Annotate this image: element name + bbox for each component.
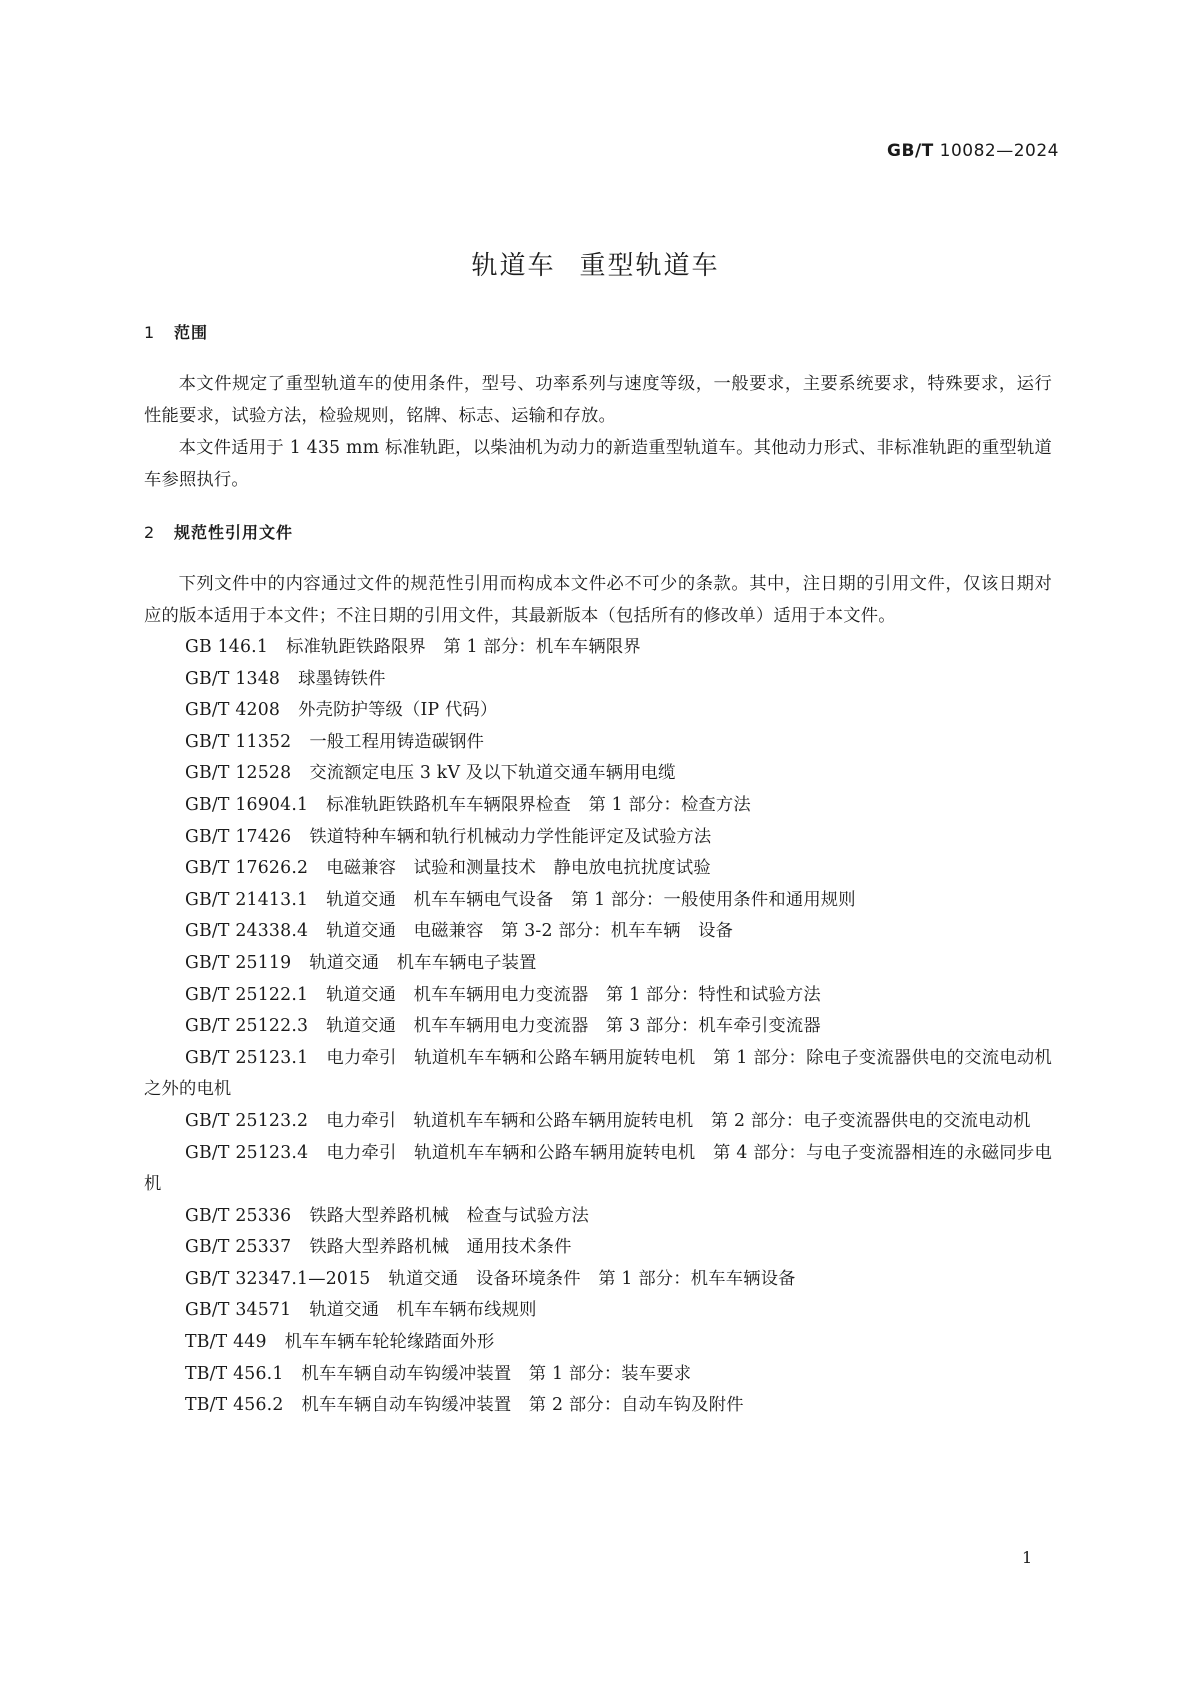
section-2	[144, 520, 1052, 543]
section-1	[144, 320, 1052, 343]
reference-item	[144, 1011, 1052, 1043]
reference-code: GB/T 25123.4	[185, 1142, 309, 1163]
reference-code: GB/T 12528	[185, 763, 292, 784]
reference-list	[144, 632, 1052, 1422]
reference-title: 铁路大型养路机械 检查与试验方法	[309, 1205, 590, 1226]
reference-title: 一般工程用铸造碳钢件	[309, 731, 485, 752]
reference-code: GB/T 17626.2	[185, 858, 309, 879]
page-number: 1	[1022, 1548, 1033, 1567]
section-1-body	[144, 368, 1052, 496]
document-title	[0, 245, 1191, 282]
reference-item	[144, 853, 1052, 885]
reference-code: GB/T 16904.1	[185, 794, 309, 815]
reference-code: GB/T 25123.1	[185, 1047, 309, 1068]
reference-item	[144, 916, 1052, 948]
title-part-2: 重型轨道车	[579, 251, 720, 281]
reference-title: 外壳防护等级（IP 代码）	[298, 700, 498, 721]
reference-item	[144, 1106, 1052, 1138]
reference-code: GB/T 21413.1	[185, 889, 309, 910]
reference-item	[144, 790, 1052, 822]
standard-code	[887, 141, 1059, 161]
reference-code: GB/T 34571	[185, 1300, 292, 1321]
reference-title: 机车车辆自动车钩缓冲装置 第 1 部分：装车要求	[301, 1363, 692, 1384]
reference-code: GB/T 24338.4	[185, 921, 309, 942]
reference-item	[144, 1327, 1052, 1359]
section-1-number: 1	[144, 323, 156, 342]
section-1-heading	[144, 320, 1052, 343]
reference-title: 标准轨距铁路机车车辆限界检查 第 1 部分：检查方法	[326, 794, 751, 815]
reference-title: 轨道交通 电磁兼容 第 3-2 部分：机车车辆 设备	[326, 921, 734, 942]
reference-item	[144, 1138, 1052, 1201]
reference-title: 轨道交通 机车车辆用电力变流器 第 3 部分：机车牵引变流器	[326, 1016, 821, 1037]
reference-title: 轨道交通 设备环境条件 第 1 部分：机车车辆设备	[388, 1268, 796, 1289]
section-2-intro: 下列文件中的内容通过文件的规范性引用而构成本文件必不可少的条款。其中，注日期的引用文件，仅该日期对应的版本适用于本文件；不注日期的引用文件，其最新版本（包括所有的修改单）适用于本文件。	[144, 574, 1052, 626]
reference-code: GB/T 25119	[185, 952, 292, 973]
reference-item	[144, 664, 1052, 696]
reference-item	[144, 1359, 1052, 1391]
reference-item	[144, 1264, 1052, 1296]
reference-title: 机车车辆自动车钩缓冲装置 第 2 部分：自动车钩及附件	[301, 1395, 744, 1416]
reference-code: TB/T 456.1	[185, 1363, 284, 1384]
reference-code: GB/T 25122.3	[185, 1016, 309, 1037]
reference-item	[144, 1390, 1052, 1422]
reference-code: GB/T 25337	[185, 1237, 292, 1258]
reference-item	[144, 758, 1052, 790]
reference-title: 电力牵引 轨道机车车辆和公路车辆用旋转电机 第 4 部分：与电子变流器相连的永磁同步电机	[144, 1142, 1052, 1195]
reference-item	[144, 695, 1052, 727]
section-2-number: 2	[144, 523, 156, 542]
standard-code-number: 10082—2024	[939, 141, 1059, 161]
reference-title: 电力牵引 轨道机车车辆和公路车辆用旋转电机 第 1 部分：除电子变流器供电的交流电动机之外的电机	[144, 1047, 1052, 1100]
title-part-1: 轨道车	[471, 251, 556, 281]
section-2-title: 规范性引用文件	[174, 523, 294, 542]
reference-title: 轨道交通 机车车辆用电力变流器 第 1 部分：特性和试验方法	[326, 984, 821, 1005]
reference-code: GB/T 32347.1—2015	[185, 1268, 371, 1289]
reference-title: 球墨铸铁件	[298, 668, 386, 689]
section-1-paragraph-2: 本文件适用于 1 435 mm 标准轨距，以柴油机为动力的新造重型轨道车。其他动力形式、非标准轨距的重型轨道车参照执行。	[144, 438, 1052, 490]
reference-item	[144, 1043, 1052, 1106]
reference-code: GB/T 4208	[185, 700, 281, 721]
reference-title: 标准轨距铁路限界 第 1 部分：机车车辆限界	[286, 637, 641, 657]
reference-code: GB/T 25122.1	[185, 984, 309, 1005]
reference-item	[144, 1295, 1052, 1327]
section-2-heading	[144, 520, 1052, 543]
reference-code: GB/T 1348	[185, 668, 281, 689]
reference-title: 轨道交通 机车车辆布线规则	[309, 1300, 537, 1321]
reference-item	[144, 948, 1052, 980]
reference-code: TB/T 449	[185, 1332, 267, 1353]
standard-code-prefix: GB/T	[887, 141, 934, 161]
reference-title: 电磁兼容 试验和测量技术 静电放电抗扰度试验	[326, 858, 711, 879]
reference-code: GB/T 25336	[185, 1205, 292, 1226]
reference-item	[144, 632, 1052, 664]
reference-title: 机车车辆车轮轮缘踏面外形	[284, 1332, 495, 1353]
section-1-paragraph-1: 本文件规定了重型轨道车的使用条件，型号、功率系列与速度等级，一般要求，主要系统要求，特殊要求，运行性能要求，试验方法，检验规则，铭牌、标志、运输和存放。	[144, 374, 1052, 426]
reference-title: 铁路大型养路机械 通用技术条件	[309, 1237, 572, 1258]
section-1-title: 范围	[174, 323, 209, 342]
reference-code: GB/T 11352	[185, 731, 292, 752]
reference-title: 铁道特种车辆和轨行机械动力学性能评定及试验方法	[309, 826, 712, 847]
reference-item	[144, 980, 1052, 1012]
reference-item	[144, 885, 1052, 917]
reference-item	[144, 727, 1052, 759]
reference-item	[144, 1232, 1052, 1264]
reference-code: GB/T 17426	[185, 826, 292, 847]
reference-code: TB/T 456.2	[185, 1395, 284, 1416]
section-2-body	[144, 568, 1052, 1422]
reference-title: 电力牵引 轨道机车车辆和公路车辆用旋转电机 第 2 部分：电子变流器供电的交流电动机	[326, 1110, 1031, 1131]
reference-title: 交流额定电压 3 kV 及以下轨道交通车辆用电缆	[309, 763, 676, 784]
reference-item	[144, 822, 1052, 854]
reference-title: 轨道交通 机车车辆电子装置	[309, 952, 537, 973]
reference-code: GB/T 25123.2	[185, 1110, 309, 1131]
reference-code: GB 146.1	[185, 637, 269, 657]
reference-title: 轨道交通 机车车辆电气设备 第 1 部分：一般使用条件和通用规则	[326, 889, 856, 910]
reference-item	[144, 1201, 1052, 1233]
